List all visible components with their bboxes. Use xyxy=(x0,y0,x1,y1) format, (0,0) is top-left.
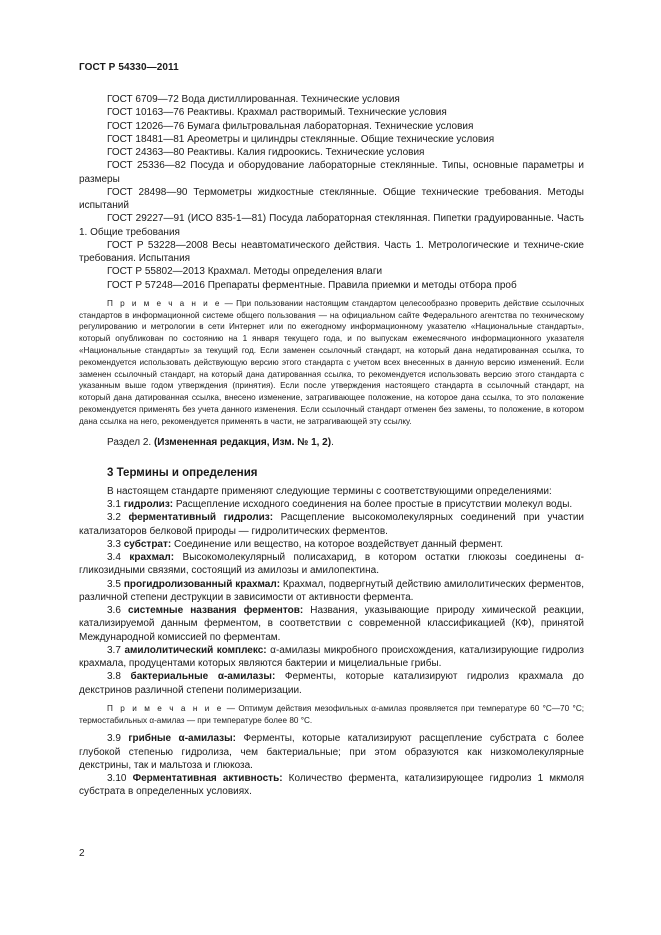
term-item xyxy=(79,538,584,551)
term-item xyxy=(79,670,584,697)
note-amylase xyxy=(79,703,584,727)
reference-item: ГОСТ 6709—72 Вода дистиллированная. Технические условия xyxy=(107,94,400,105)
section-intro: В настоящем стандарте применяют следующие термины с соответствующими определениями: xyxy=(107,485,552,497)
term-name: амилолитический комплекс: xyxy=(124,644,267,656)
term-number: 3.5 xyxy=(107,578,124,590)
reference-item: ГОСТ Р 57248—2016 Препараты ферментные. Правила приемки и методы отбора проб xyxy=(107,279,517,291)
term-item xyxy=(79,578,584,605)
revision-prefix: Раздел 2. xyxy=(107,436,154,448)
term-item xyxy=(79,604,584,644)
term-definition: Количество фермента, катализирующее гидролиз 1 мкмоля субстрата в определенных условиях. xyxy=(79,773,584,798)
term-name: крахмал: xyxy=(129,552,175,564)
term-number: 3.8 xyxy=(107,671,131,683)
reference-item: ГОСТ 29227—91 (ИСО 835-1—81) Посуда лабораторная стеклянная. Пипетки градуированные. Часть 1. Общие требования xyxy=(79,213,584,238)
reference-item: ГОСТ 12026—76 Бумага фильтровальная лабораторная. Технические условия xyxy=(107,120,474,132)
term-definition: Ферменты, которые катализируют гидролиз крахмала до декстринов различной степени полимеризации. xyxy=(79,671,584,696)
term-definition: Высокомолекулярный полисахарид, в котором остатки глюкозы соединены α-гликозидными связями, состоящий из амилозы и амилопектина. xyxy=(79,552,584,577)
term-item xyxy=(79,772,584,799)
term-number: 3.2 xyxy=(107,512,129,524)
term-definition: Расщепление исходного соединения на более простые в присутствии молекул воды. xyxy=(173,499,573,511)
section-title: 3 Термины и определения xyxy=(107,466,258,479)
reference-item: ГОСТ 25336—82 Посуда и оборудование лабораторные стеклянные. Типы, основные параметры и размеры xyxy=(79,160,584,185)
term-definition: Ферменты, которые катализируют расщепление субстрата с более глубокой степенью гидролиза, чем бактериальные; при этом образуются как низкомолекулярные декстрины, так и мальтоза и глюкоза. xyxy=(79,733,584,771)
term-name: ферментативный гидролиз: xyxy=(128,512,274,524)
term-name: Ферментативная активность: xyxy=(132,773,283,785)
term-definition: α-амилазы микробного происхождения, катализирующие гидролиз крахмала, продуцентами которых являются бактерии и мицелиальные грибы. xyxy=(79,644,584,670)
term-item xyxy=(79,511,584,538)
note-label: П р и м е ч а н и е xyxy=(107,703,224,713)
term-number: 3.4 xyxy=(107,552,130,564)
term-item xyxy=(79,498,584,511)
reference-item: ГОСТ Р 55802—2013 Крахмал. Методы определения влаги xyxy=(107,266,383,278)
term-number: 3.6 xyxy=(107,605,129,617)
reference-item: ГОСТ 10163—76 Реактивы. Крахмал растворимый. Технические условия xyxy=(107,107,447,119)
term-number: 3.7 xyxy=(107,644,125,656)
term-number: 3.9 xyxy=(107,733,129,745)
page-content xyxy=(79,93,584,799)
term-name: прогидролизованный крахмал: xyxy=(123,578,281,590)
reference-item: ГОСТ 24363—80 Реактивы. Калия гидроокись. Технические условия xyxy=(107,147,425,158)
term-name: гидролиз: xyxy=(123,499,174,511)
term-definition: Соединение или вещество, на которое воздействует данный фермент. xyxy=(171,538,504,550)
reference-item: ГОСТ 28498—90 Термометры жидкостные стеклянные. Общие технические требования. Методы испытаний xyxy=(79,186,584,211)
term-item xyxy=(79,551,584,578)
revision-bold: (Измененная редакция, Изм. № 1, 2) xyxy=(153,436,332,448)
revision-note xyxy=(79,436,584,449)
note-text: — Оптимум действия мезофильных α-амилаз проявляется при температуре 60 °С—70 °С; термостабильных α-амилаз — при температуре более 80 °С. xyxy=(79,703,585,725)
revision-suffix: . xyxy=(331,436,334,448)
page-number: 2 xyxy=(79,848,85,859)
reference-item: ГОСТ 18481—81 Ареометры и цилиндры стеклянные. Общие технические условия xyxy=(107,133,495,145)
term-item xyxy=(79,644,584,671)
document-header: ГОСТ Р 54330—2011 xyxy=(79,62,179,73)
term-definition: Расщепление высокомолекулярных соединений при участии катализаторов белковой природы — гидролитических ферментов. xyxy=(79,512,584,537)
term-name: системные названия ферментов: xyxy=(128,605,304,617)
term-number: 3.10 xyxy=(107,773,133,785)
note-label: П р и м е ч а н и е xyxy=(107,298,222,308)
note-text: — При пользовании настоящим стандартом целесообразно проверить действие ссылочных стандартов в информационной системе общего пользования — на официальном сайте Федерального агентства по техническому регулированию и метрологии в сети Интернет или по ежегодному информационному указателю «Национальные стандарты», который опубликован по состоянию на 1 января текущего года, и по выпускам ежемесячного информационного указателя «Национальные стандарты» за текущий год. Если заменен ссылочный стандарт, на который дана недатированная ссылка, то рекомендуется использовать действующую версию этого стандарта с учетом всех внесенных в данную версию изменений. Если заменен ссылочный стандарт, на который дана датированная ссылка, то рекомендуется использовать версию этого стандарта с указанным выше годом утверждения (принятия). Если после утверждения настоящего стандарта в ссылочный стандарт, на который дана датированная ссылка, внесено изменение, затрагивающее положение, на которое дана ссылка, то это положение рекомендуется применять без учета данного изменения. Если ссылочный стандарт отменен без замены, то положение, в котором дана ссылка на него, рекомендуется применять в части, не затрагивающей эту ссылку. xyxy=(79,298,584,426)
term-item xyxy=(79,732,584,772)
term-name: субстрат: xyxy=(123,538,172,550)
note-references xyxy=(79,298,584,428)
term-name: грибные α-амилазы: xyxy=(128,733,237,745)
term-definition: Крахмал, подвергнутый действию амилолитических ферментов, различной степени деструкции в зависимости от активности фермента. xyxy=(79,578,584,603)
term-definition: Названия, указывающие природу химической реакции, катализируемой данным ферментом, в соответствии с современной классификацией (КФ), принятой Международной комиссией по ферментам. xyxy=(79,605,585,643)
references-list xyxy=(79,93,584,292)
term-number: 3.1 xyxy=(107,499,124,511)
term-name: бактериальные α-амилазы: xyxy=(130,671,276,683)
term-number: 3.3 xyxy=(107,538,124,550)
reference-item: ГОСТ Р 53228—2008 Весы неавтоматического действия. Часть 1. Метрологические и техниче-ские требования. Испытания xyxy=(79,239,584,264)
